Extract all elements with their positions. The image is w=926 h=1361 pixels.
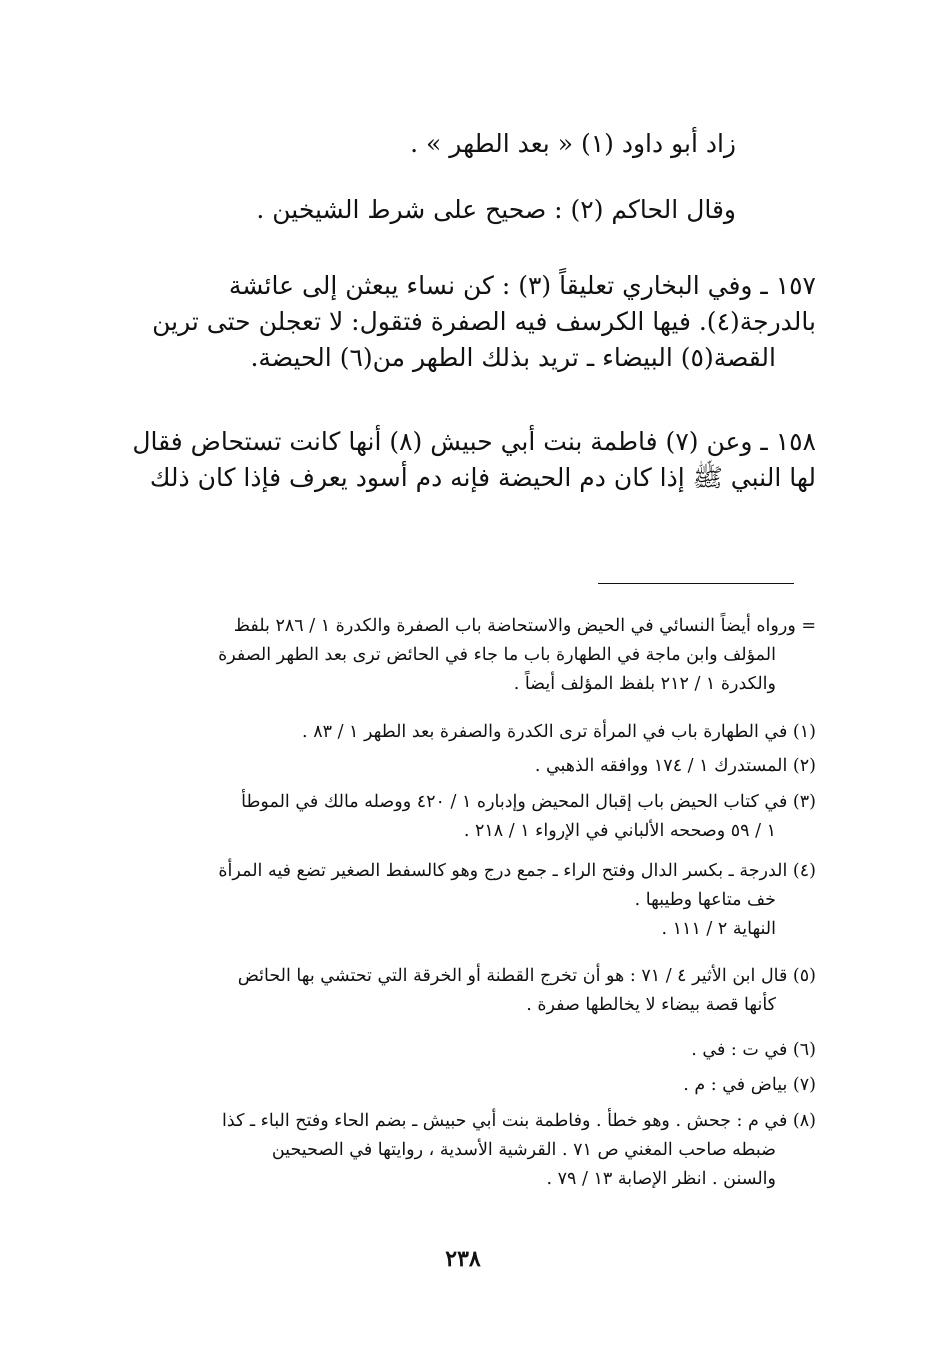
footnote-4 [110,857,816,944]
hakim-grading: وقال الحاكم (٢) : صحيح على شرط الشيخين . [256,195,736,224]
footnote-continuation-line-1: = ورواه أيضاً النسائي في الحيض والاستحاضة باب الصفرة والكدرة ١ / ٢٨٦ بلفظ [233,616,816,636]
footnote-continuation-line-3: والكدرة ١ / ٢١٢ بلفظ المؤلف أيضاً . [513,674,776,694]
hadith-158-line-1: ١٥٨ ـ وعن (٧) فاطمة بنت أبي حبيش (٨) أنها كانت تستحاض فقال [132,427,816,456]
footnote-6 [110,1036,816,1065]
footnote-4-line-2: خف متاعها وطيبها . [634,890,776,910]
footnote-5 [110,962,816,1020]
footnote-5-line-1: (٥) قال ابن الأثير ٤ / ٧١ : هو أن تخرج القطنة أو الخرقة التي تحتشي بها الحائض [237,966,816,986]
footnote-separator [598,583,794,584]
footnote-1 [110,718,816,747]
footnote-3 [110,788,816,846]
footnote-4-line-1: (٤) الدرجة ـ بكسر الدال وفتح الراء ـ جمع درج وهو كالسفط الصغير تضع فيه المرأة [218,861,816,881]
hadith-157 [116,268,816,376]
footnote-continuation-line-2: المؤلف وابن ماجة في الطهارة باب ما جاء في الحائض ترى بعد الطهر الصفرة [218,645,776,665]
footnote-continuation [110,612,816,699]
footnote-3-line-2: ١ / ٥٩ وصححه الألباني في الإرواء ١ / ٢١٨ . [463,821,776,841]
footnote-3-line-1: (٣) في كتاب الحيض باب إقبال المحيض وإدباره ١ / ٤٢٠ ووصله مالك في الموطأ [241,792,816,812]
footnote-7-text: (٧) بياض في : م . [683,1075,816,1095]
hadith-158-line-2: لها النبي ﷺ إذا كان دم الحيضة فإنه دم أسود يعرف فإذا كان ذلك [149,463,816,492]
footnote-1-text: (١) في الطهارة باب في المرأة ترى الكدرة والصفرة بعد الطهر ١ / ٨٣ . [302,722,816,742]
footnote-8-line-1: (٨) في م : جحش . وهو خطأ . وفاطمة بنت أبي حبيش ـ بضم الحاء وفتح الباء ـ كذا [222,1111,816,1131]
abu-dawud-addition: زاد أبو داود (١) « بعد الطهر » . [410,129,736,158]
footnote-7 [110,1071,816,1100]
hadith-157-line-3: القصة(٥) البيضاء ـ تريد بذلك الطهر من(٦) الحيضة. [250,343,776,372]
hadith-157-line-1: ١٥٧ ـ وفي البخاري تعليقاً (٣) : كن نساء يبعثن إلى عائشة [228,271,816,300]
footnote-2 [110,752,816,781]
footnote-8-line-2: ضبطه صاحب المغني ص ٧١ . القرشية الأسدية ، روايتها في الصحيحين [271,1140,776,1160]
footnote-5-line-2: كأنها قصة بيضاء لا يخالطها صفرة . [526,995,776,1015]
page-number: ٢٣٨ [445,1246,481,1272]
hadith-157-line-2: بالدرجة(٤). فيها الكرسف فيه الصفرة فتقول: لا تعجلن حتى ترين [152,307,816,336]
hadith-158 [116,424,816,496]
footnote-8 [110,1107,816,1194]
footnote-6-text: (٦) في ت : في . [691,1040,816,1060]
footnote-4-line-3: النهاية ٢ / ١١١ . [661,919,776,939]
footnote-8-line-3: والسنن . انظر الإصابة ١٣ / ٧٩ . [546,1169,776,1189]
footnote-2-text: (٢) المستدرك ١ / ١٧٤ ووافقه الذهبي . [534,756,816,776]
